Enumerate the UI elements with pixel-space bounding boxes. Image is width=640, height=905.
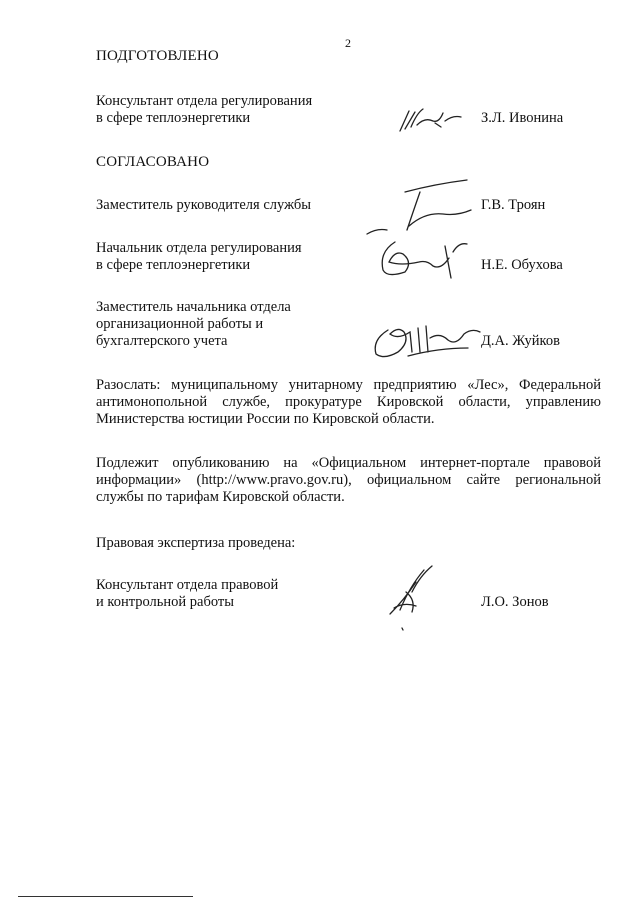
legal-review-name: Л.О. Зонов — [481, 594, 549, 610]
agreed-signer-2-name: Н.Е. Обухова — [481, 257, 563, 273]
agreed-signer-3-name: Д.А. Жуйков — [481, 333, 560, 349]
agreed-signer-2-position-line2: в сфере теплоэнергетики — [96, 257, 251, 273]
agreed-signer-2-position-line1: Начальник отдела регулирования — [96, 240, 302, 256]
footer-separator — [18, 896, 193, 897]
signature-ivonina — [395, 103, 465, 135]
page-number: 2 — [345, 36, 351, 50]
legal-review-heading: Правовая экспертиза проведена: — [96, 535, 296, 551]
distribution-text: Разослать: муниципальному унитарному предприятию «Лес», Федеральной антимонопольной службе, прокуратуре Кировской области, управлению Министерства юстиции России по Кировской области. — [96, 377, 601, 427]
prepared-heading: ПОДГОТОВЛЕНО — [96, 48, 219, 64]
signature-zhuykov — [368, 318, 483, 363]
agreed-signer-1-name: Г.В. Троян — [481, 197, 546, 213]
signature-obukhova — [375, 232, 470, 282]
prepared-position-line1: Консультант отдела регулирования — [96, 93, 313, 109]
prepared-name: З.Л. Ивонина — [481, 110, 564, 126]
agreed-signer-3-position-line3: бухгалтерского учета — [96, 333, 228, 349]
legal-review-position-line2: и контрольной работы — [96, 594, 234, 610]
publication-text: Подлежит опубликованию на «Официальном интернет-портале правовой информации» (http://www.pravo.gov.ru), официальном сайте региональной службы по тарифам Кировской области. — [96, 455, 601, 505]
agreed-signer-1-position: Заместитель руководителя службы — [96, 197, 312, 213]
agreed-heading: СОГЛАСОВАНО — [96, 154, 210, 170]
legal-review-position-line1: Консультант отдела правовой — [96, 577, 279, 593]
agreed-signer-3-position-line2: организационной работы и — [96, 316, 264, 332]
prepared-position-line2: в сфере теплоэнергетики — [96, 110, 251, 126]
agreed-signer-3-position-line1: Заместитель начальника отдела — [96, 299, 291, 315]
signature-zonov — [382, 562, 442, 632]
